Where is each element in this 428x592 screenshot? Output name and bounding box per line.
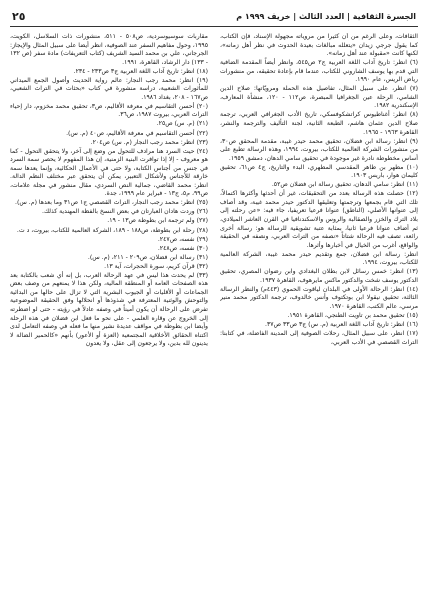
footnote: (١٠) مطهر بن طاهر المقدسي المطهري، البدء والتاريخ، ج٤ ص٦١، تحقيق كليمان هوار، باريس ١٩٠٣. xyxy=(220,163,418,180)
footnote: الثقافات، وعلى الرغم من أن كثيرا من مروياته مجهولة الإسناد، فإن الكتاب، كما يقول جرجي زيدان «يتعلله مبالغات بعيدة الحدوث في نظر أهل زمانه»، لكنها كانت «مقبولة عند أهل زمانه». xyxy=(220,33,418,58)
footnote: (٢٣) انظر: محمد رجب النجار (م. س) ص٢٠٤. xyxy=(90,138,208,146)
footnote: (٨) انظر: أغناطيوس كراتشكوفسكي، تاريخ الأدب الجغرافي العربي، ترجمة صلاح الدين عثمان هاشم، الطبعة الثانية، لجنة التأليف والترجمة والنشر، القاهرة ١٩٦٣ - ١٩٦٥. xyxy=(220,111,418,136)
footnote: انظر: رسالة ابن فضلان، جمع وتقديم حيدر محمد غيبة، الشركة العالمية للكتاب، بيروت، ١٩٩٤. xyxy=(220,250,418,267)
footnote: (٢٠) أحسن التقاسيم في معرفة الأقاليم، ص٣، تحقيق محمد مخزوم، دار إحياء التراث العربي، بيروت ١٩٨٧، ص٣٦. xyxy=(10,102,208,119)
footnote: (٢٤) حيث السرد هنا مرادف للتحول من وضع إلى آخر، ولا يتحقق التحول - كما هو معروف - إلا إذا توافرت البنية الزمنية، إن هذا المفهوم لا يحصر سمة السرد في جنس من أجناس الكتابة، ولا حتى في الأعمال الحكائية، وإنما يعدها سمة خارقة للأجناس ولأشكال التعبير، يمكن أن يتحقق عبر مختلف النظم الدالة. انظر: محمد القاضي، جمالية النص السردي، مقال منشور في مجلة علامات، ص٩٩، م٥، ج١٣ - فبراير عام ١٩٩٩، جدة. xyxy=(10,147,208,198)
footnote: (٢٦) وردت هادان العبارتان في بعض النسخ بالفظة المهندية كذلك. xyxy=(42,208,208,216)
footnote: (١٥) تحقيق محمد بن تاويت الطنجي، القاهرة ١٩٥١. xyxy=(287,312,418,319)
running-head: الجسرة الثقافية | العدد الثالث | خريف ١٩٩٩ م xyxy=(236,11,416,21)
page-number: ٢٥ xyxy=(12,9,26,23)
footnote: (١٤) انظر: الرحالة الأولى في البلدان لياقوت الحموي (٤٤٣م) والنظر الرسالة الثالثة، تحقيق نيقولا ابن بوتكتوف وأنس خالدوف، ترجمة الدكتور محمد منير مرسي، عالم الكتب، القاهرة ١٩٧٠. xyxy=(220,285,418,310)
page-header xyxy=(10,8,418,27)
footnote: (١٩) انظر: محمد رجب النجار: عالم رواية الحديث وأصول الجمع الميداني للمأثورات الشعبية، دراسة منشورة في كتاب «بحثات في التراث الشعبي، ص١٦٧ - ٢٠٨، بغداد ١٩٨٦. xyxy=(10,76,208,101)
footnote: (٣٠) نفسه، ص٢٤٨. xyxy=(157,244,208,252)
footnote: (٧) انظر، على سبيل المثال، تفاصيل هذه الحملة ومرويّاتها: صلاح الدين الشامي، الرحلة عين الجغرافيا المبصرة، ص١١٢ - ١٢٠، منشأة المعارف، الإسكندرية ١٩٨٢. xyxy=(220,85,418,110)
footnote: (٣٣) لم يحدث هذا ليس في عهد الرحالة العرب، بل إنه أي شعب بالكتابة بعد هذه الصفحات العامة أو المنطقة المالية، ولكن هذا لا يمنعهم من وصف بعض الجماعات أو الأقليات أو الجيوب البشرية التي لا تزال على حالها من البدائية والتوحش والوثنية المعترفة في شذوذها أو انحلالها وفق الحقيقة الموضوعية تفرض على الرحالة أن يكون أميناً في وصفه عادلاً في رؤيته - حتى لو اضطرته إلى الخروج عن وقاره العلمي - على نحو ما فعل ابن فضلان في هذه الرحلة وأيضا ابن بطوطة في مواقف عديدة نشير منها ما فعله في وصفه التعامل لدى اكتناه الحقائق الأخلاقية المجتمعية (العزة أو الأعور) بأنهم «كالحمير الضالة لا يدينون لله بدين، ولا يرجعون إلى عقل، ولا يعدون xyxy=(10,271,208,348)
footnote: (١٦) انظر: تاريخ آداب اللغة العربية (م. س) ج٣ ص٣٣ ص٣٧. xyxy=(265,321,418,329)
footnote: (٦) انظر: تاريخ آداب اللغة العربية ج٢ ص٥٤٥، وانظر أيضاً المقدمة الضافية التي قدم بها يوسف الشاروني للكتاب، عندما قام بإعادة تحقيقه، من منشورات رياض الريس، عام ١٩٩٠. xyxy=(220,59,418,84)
footnote: (١٧) انظر، على سبيل المثال، رحلات الصوفية إلى المدينة الفاضلة، في كتابنا: التراث القصصي في الأدب العربي، xyxy=(220,330,418,346)
footnote: (٣١) رسالة ابن فضلان، ص٢٠٩ - ٢١١، (م. س). xyxy=(87,253,208,261)
left-column xyxy=(10,33,208,589)
right-column xyxy=(220,33,418,589)
footnote: (٢١) (م. س) ص٢٥. xyxy=(156,120,208,128)
footnote: (١٣) انظر: خمس رسائل لابن بطلان البغدادي وابن رضوان المصري، تحقيق الدكتور يوسف شخت والدكتور ماكس مايرهوف، القاهرة ١٩٣٧. xyxy=(220,268,418,284)
footnote: (٢٢) أحسن التقاسيم في معرفة الأقاليم، ص٤٠ (م. س). xyxy=(66,129,208,137)
footnote: (٢٧) ولم ترجمة ابن بطوطة ص١٣ - ١٩. xyxy=(107,217,208,225)
footnote: (١١) انظر: سامي الدهان، تحقيق رسالة ابن فضلان ص٥٢. xyxy=(271,181,418,189)
footnote: (٣٢) قرآن كريم، سورة الحجرات، آية ١٣. xyxy=(104,262,208,270)
footnote: (٢٥) انظر: محمد رجب النجار، التراث القصصي ج١ ص٣١ وما بعدها (م. س). xyxy=(15,199,208,207)
footnote: (١٢) حصلت هذه الرسالة بعدد من التحقيقات، غير أن أحدثها وأكثرها اكتمالاً، تلك التي قام بجمعها وترجمتها وتعليقها الدكتور حيدر محمد غيبة، وقد أصاف إلى عنوانها الأصلي، (الناطق) عنوانا فرعيا تعريفيا، جاء فيه: «عن رحلته إلى بلاد الترك والخزر والصقالبة والروس والاسكندنافيا في القرن العاشر الميلادي، ثم أضاف عنوانا فرعيا ثانيا، بمثابة عتبة تشويقية للرسالة هو: رسالة أخرى رائعة، تصف فيه الرحالة شتاتاً «نصفه من التراث العربي، ونصفه في الحقيقة والواقع، أغرب من الخيال في أخبارها وأثرها. xyxy=(220,190,418,249)
footnote: (٢٩) نفسه، ص٢٤٧. xyxy=(157,235,208,243)
footnote: مقاربات سوسيوسردية، ص٥٠٨ - ٥١١، منشورات ذات السلاسل، الكويت، ١٩٩٥، وحول مفاهيم السفر عند الصوفية، انظر أيضا على سبيل المثال والإيجاز: الجرجاني، علي بن محمد السيد الشريف (كتاب التعريفات) مادة سفر (ص ١٣٢ - ١٣٣) دار الرشاد، القاهرة، ١٩٩١. xyxy=(10,33,208,66)
text-columns xyxy=(10,33,418,589)
footnote: (١٨) انظر: تاريخ آداب اللغة العربية ج٣ ص٢٣٣ - ٢٣٤. xyxy=(73,67,208,75)
footnote: (٢٨) رحلة ابن بطوطة، ص١٨٨ - ١٨٩، الشركة العالمية للكتاب، بيروت، د ت. xyxy=(16,226,208,234)
footnote: (٩) انظر: رسالة ابن فضلان، تحقيق محمد حيدر غيبة، مقدمة المحقق ص٣٠، من منشورات الشركة العالمية للكتاب، بيروت، ١٩٩٤، وهذه الرسالة تطبع على أساس مخطوطة نادرة غير موجودة في تحقيق سامي الدهان، دمشق ١٩٥٩. xyxy=(220,137,418,162)
